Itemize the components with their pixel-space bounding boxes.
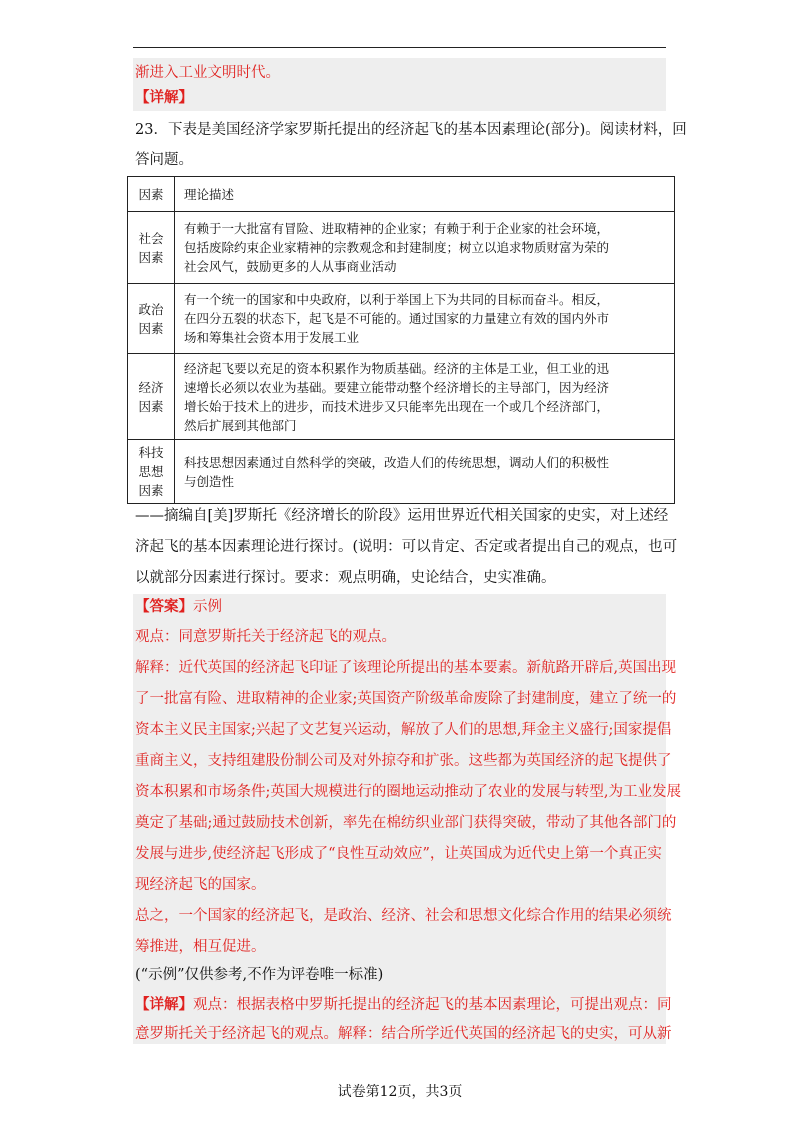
conclusion-line: 总之，一个国家的经济起飞，是政治、经济、社会和思想文化综合作用的结果必须统	[135, 908, 672, 924]
table-header-factor: 因素	[128, 177, 175, 212]
detail2-line-2: 意罗斯托关于经济起飞的观点。解释：结合所学近代英国的经济起飞的史实，可从新	[135, 1026, 672, 1042]
desc-cell: 有赖于一大批富有冒险、进取精神的企业家；有赖于利于企业家的社会环境， 包括废除约束企业家精神的宗教观念和封建制度；树立以追求物质财富为荣的 社会风气，鼓励更多的人从事商业活动	[175, 212, 675, 284]
question-line-2: 答问题。	[135, 152, 193, 168]
continued-text: 渐进入工业文明时代。	[135, 65, 280, 81]
table-row	[128, 284, 675, 354]
explanation-line: 解释：近代英国的经济起飞印证了该理论所提出的基本要素。新航路开辟后,英国出现	[135, 660, 677, 676]
explanation-line: 了一批富有险、进取精神的企业家;英国资产阶级革命废除了封建制度，建立了统一的	[135, 691, 677, 707]
source-line-1: ——摘编自[美]罗斯托《经济增长的阶段》运用世界近代相关国家的史实，对上述经	[135, 508, 669, 524]
header-rule	[133, 47, 666, 48]
explanation-line: 奠定了基础;通过鼓励技术创新，率先在棉纺织业部门获得突破，带动了其他各部门的	[135, 815, 677, 831]
answer-heading	[135, 597, 222, 617]
answer-label-suffix: 示例	[193, 599, 222, 615]
explanation-line: 发展与进步,使经济起飞形成了“良性互动效应”，让英国成为近代史上第一个真正实	[135, 846, 662, 862]
page-footer: 试卷第12页，共3页	[337, 1084, 463, 1100]
factor-cell: 经济 因素	[128, 354, 175, 440]
answer-note: (“示例”仅供参考,不作为评卷唯一标准)	[135, 967, 384, 983]
detail2-line-1	[135, 995, 672, 1015]
question-line-1: 23．下表是美国经济学家罗斯托提出的经济起飞的基本因素理论(部分)。阅读材料，回	[135, 122, 687, 138]
factor-cell: 科技 思想 因素	[128, 440, 175, 504]
conclusion-line: 筹推进，相互促进。	[135, 939, 266, 955]
table-header-desc: 理论描述	[175, 177, 675, 212]
explanation-line: 资本主义民主国家;兴起了文艺复兴运动，解放了人们的思想,拜金主义盛行;国家提倡	[135, 722, 672, 738]
source-line-2: 济起飞的基本因素理论进行探讨。(说明：可以肯定、否定或者提出自己的观点，也可	[135, 539, 678, 555]
explanation-line: 重商主义，支持组建股份制公司及对外掠夺和扩张。这些都为英国经济的起飞提供了	[135, 753, 672, 769]
source-line-3: 以就部分因素进行探讨。要求：观点明确，史论结合，史实准确。	[135, 570, 556, 586]
detail2-label: 【详解】	[135, 996, 193, 1013]
table-row	[128, 440, 675, 504]
detail2-text: 观点：根据表格中罗斯托提出的经济起飞的基本因素理论，可提出观点：同	[193, 997, 672, 1013]
answer-viewpoint: 观点：同意罗斯托关于经济起飞的观点。	[135, 629, 396, 645]
desc-cell: 科技思想因素通过自然科学的突破，改造人们的传统思想，调动人们的积极性 与创造性	[175, 440, 675, 504]
table-header-row	[128, 177, 675, 212]
explanation-line: 资本积累和市场条件;英国大规模进行的圈地运动推动了农业的发展与转型,为工业发展	[135, 784, 681, 800]
factors-table	[127, 176, 675, 504]
factor-cell: 社会 因素	[128, 212, 175, 284]
table-row	[128, 212, 675, 284]
factor-cell: 政治 因素	[128, 284, 175, 354]
answer-label: 【答案】	[135, 598, 193, 615]
explanation-line: 现经济起飞的国家。	[135, 877, 266, 893]
detail-label: 【详解】	[135, 89, 193, 106]
desc-cell: 经济起飞要以充足的资本积累作为物质基础。经济的主体是工业，但工业的迅 速增长必须以农业为基础。要建立能带动整个经济增长的主导部门，因为经济 增长始于技术上的进步，而技术进步又只能率先出现在一个或几个经济部门， 然后扩展到其他部门	[175, 354, 675, 440]
table-row	[128, 354, 675, 440]
desc-cell: 有一个统一的国家和中央政府，以利于举国上下为共同的目标而奋斗。相反， 在四分五裂的状态下，起飞是不可能的。通过国家的力量建立有效的国内外市 场和筹集社会资本用于发展工业	[175, 284, 675, 354]
